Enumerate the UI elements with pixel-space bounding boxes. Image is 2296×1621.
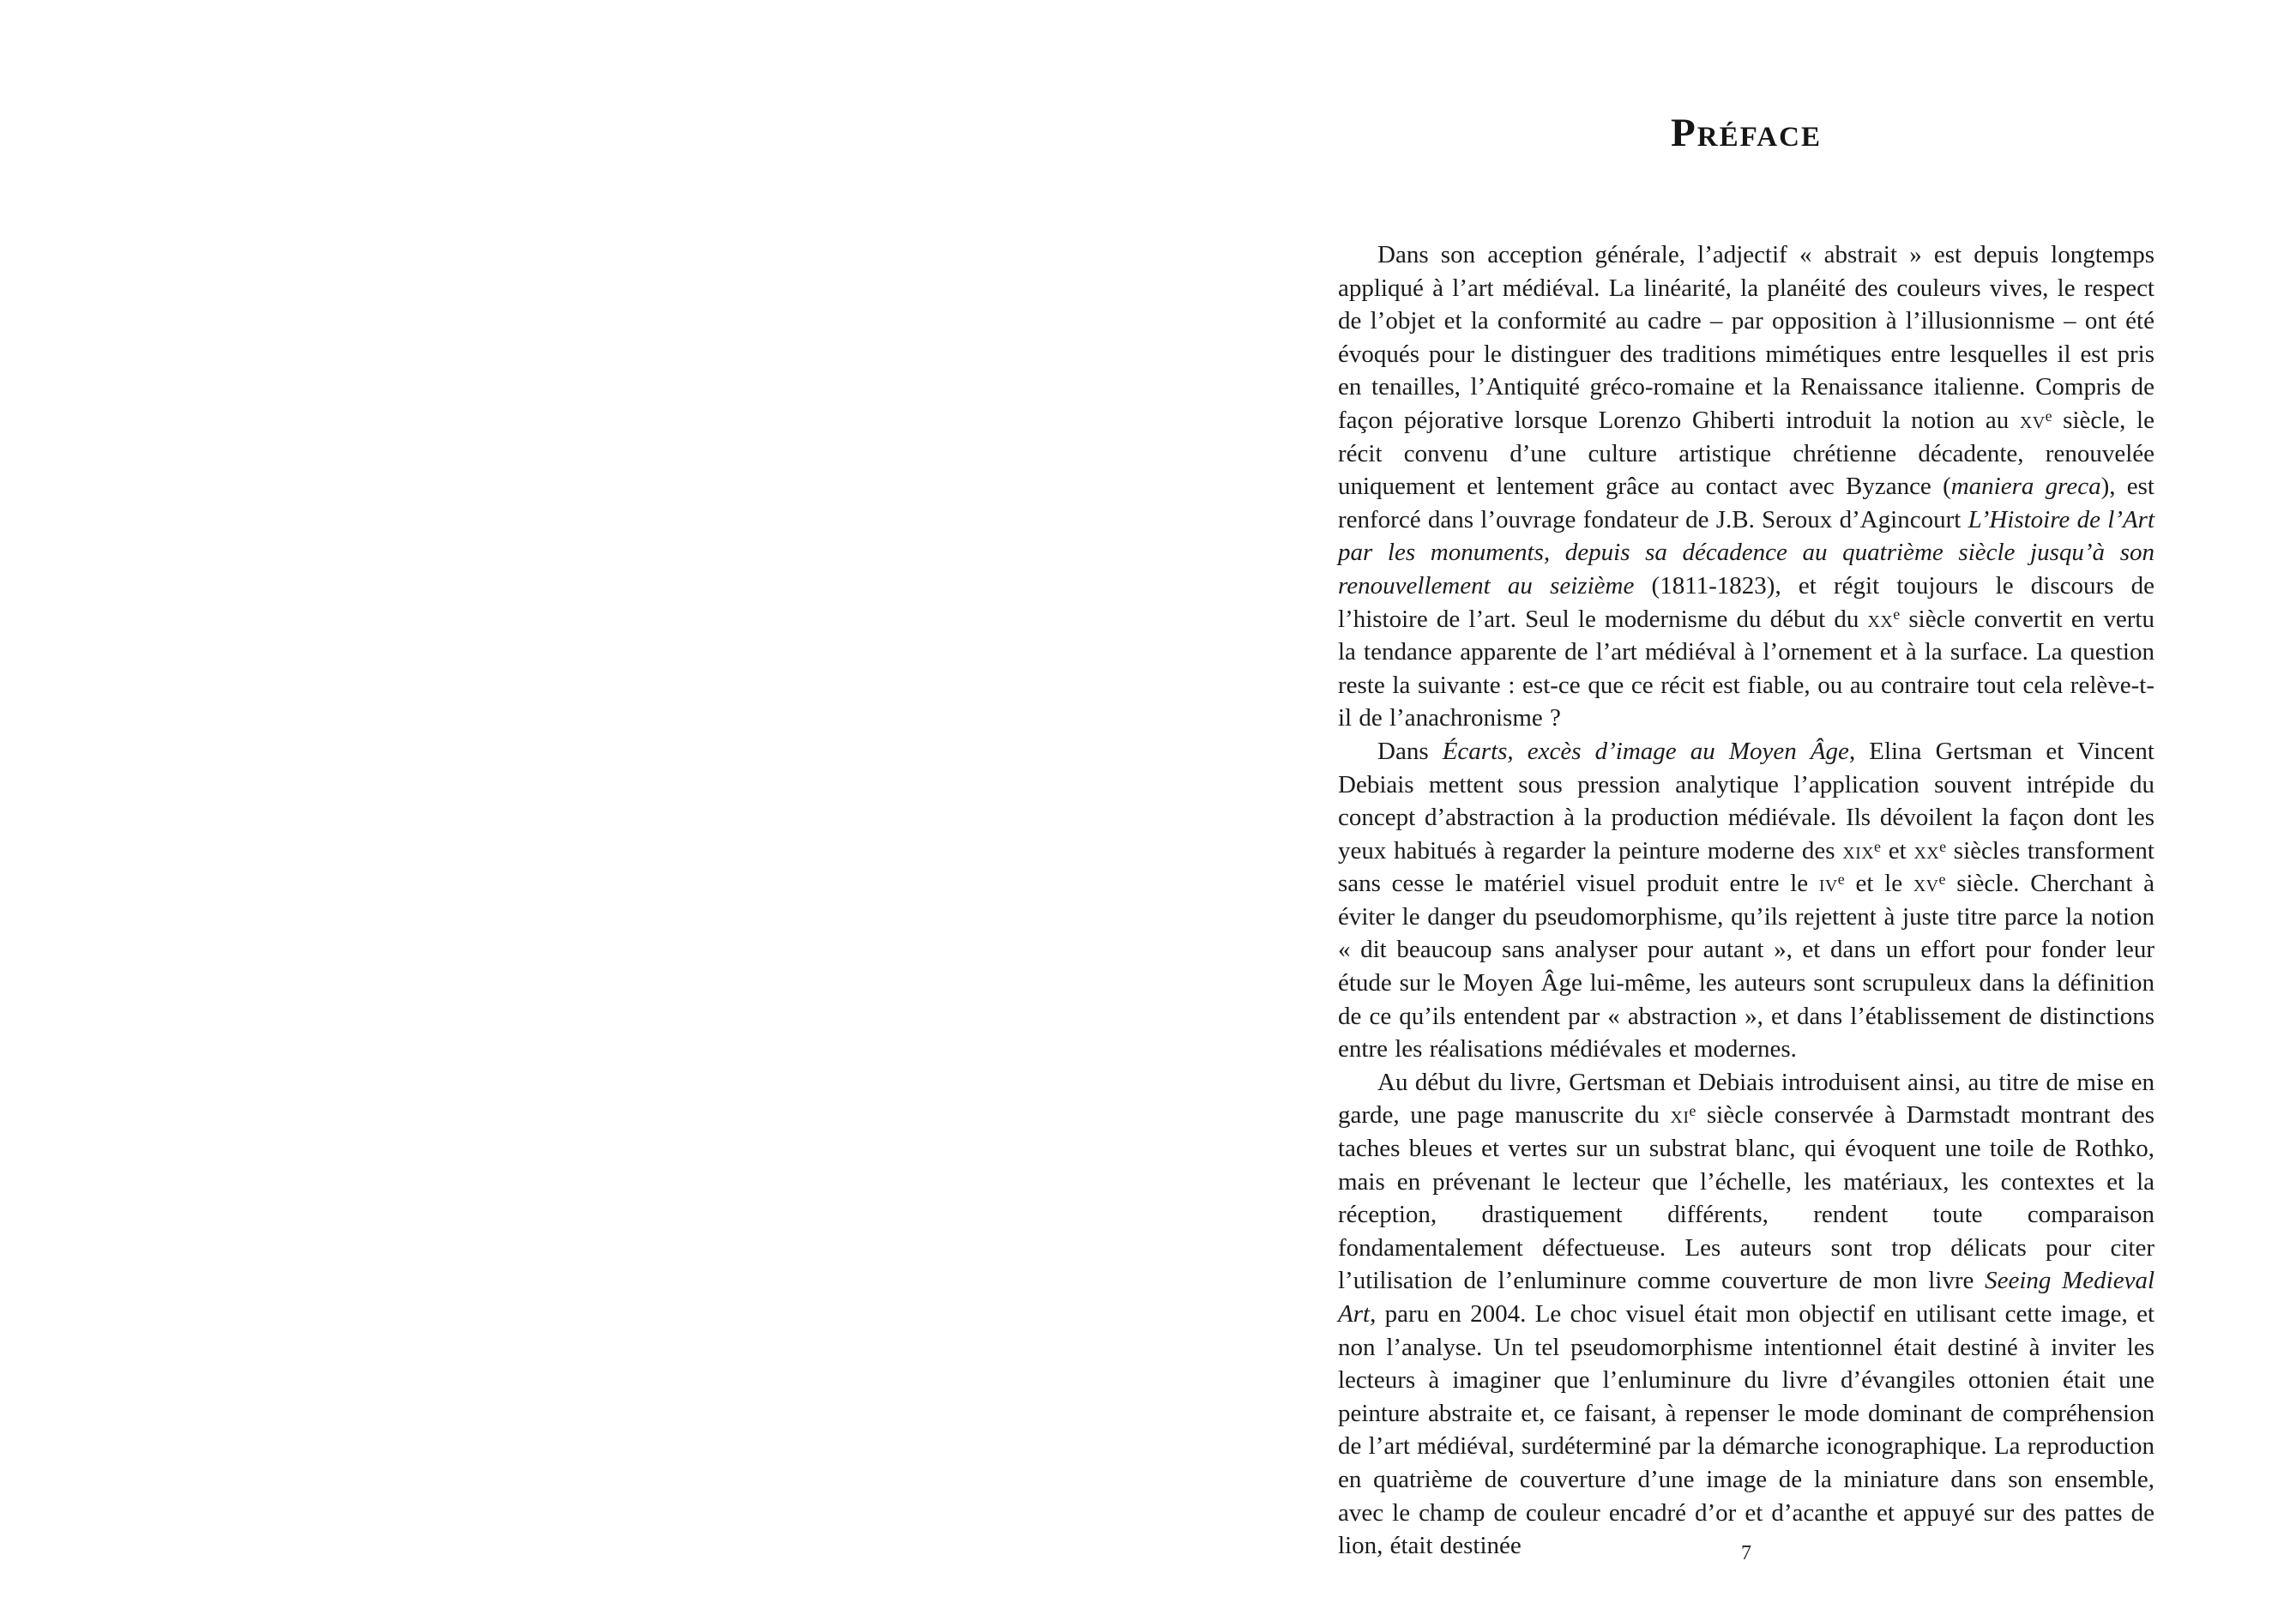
superscript-run: e xyxy=(1938,871,1946,889)
page-number: 7 xyxy=(1741,1542,1751,1564)
superscript-run: e xyxy=(1874,837,1882,855)
text-run: Dans son acception générale, l’adjectif « abstrait » est depuis longtemps appliqué à l’art médiéval. La linéarité, la planéité des couleurs vives, le respect de l’objet et la conformité au cadre – par opposition à l’illusionnisme – ont été évoqués pour le distinguer des traditions mimétiques entre lesquelles il est pris en tenailles, l’Antiquité gréco-romaine et la Renaissance italienne. Compris de façon péjorative lorsque Lorenzo Ghiberti introduit la notion au xyxy=(1338,241,2154,434)
text-run: siècle convertit en vertu la tendance apparente de l’art médiéval à l’ornement et à la surface. La question reste la suivante : est-ce que ce récit est fiable, ou au contraire tout cela relève-t-il de l’anachronisme ? xyxy=(1338,605,2154,732)
smallcaps-run: xx xyxy=(1913,836,1940,865)
text-run: et le xyxy=(1844,870,1913,898)
body-text xyxy=(1338,238,2154,1563)
text-run: siècle, le récit convenu d’une culture artistique chrétienne décadente, renouvelée uniquement et lentement grâce au contact avec Byzance ( xyxy=(1338,406,2154,501)
text-run: siècle. Cherchant à éviter le danger du pseudomorphisme, qu’ils rejettent à juste titre parce la notion « dit beaucoup sans analyser pour autant », et dans un effort pour fonder leur étude sur le Moyen Âge lui-même, les auteurs sont scrupuleux dans la définition de ce qu’ils entendent par « abstraction », et dans l’établissement de distinctions entre les réalisations médiévales et modernes. xyxy=(1338,870,2154,1064)
text-run: Dans xyxy=(1377,737,1443,765)
page-title: Préface xyxy=(1671,111,1822,155)
superscript-run: e xyxy=(1689,1102,1696,1120)
smallcaps-run: xv xyxy=(1913,870,1939,898)
italic-run: L’Histoire de l’Art par les monuments, depuis sa décadence au quatrième siècle jusqu’à son renouvellement au seizième xyxy=(1338,505,2154,600)
italic-run: Seeing Medieval Art xyxy=(1338,1267,2155,1328)
smallcaps-run: xi xyxy=(1670,1101,1690,1130)
text-run: siècles transforment sans cesse le matériel visuel produit entre le xyxy=(1338,836,2154,898)
text-run: , paru en 2004. Le choc visuel était mon objectif en utilisant cette image, et non l’analyse. Un tel pseudomorphisme intentionnel était destiné à inviter les lecteurs à imaginer que l’enluminure du livre d’évangiles ottonien était une peinture abstraite et, ce faisant, à repenser le mode dominant de compréhension de l’art médiéval, surdéterminé par la démarche iconographique. La reproduction en quatrième de couverture d’une image de la miniature dans son ensemble, avec le champ de couleur encadré d’or et d’acanthe et appuyé sur des pattes de lion, était destinée xyxy=(1338,1300,2154,1560)
italic-run: Écarts, excès d’image au Moyen Âge xyxy=(1442,737,1849,765)
text-run: ), est renforcé dans l’ouvrage fondateur de J.B. Seroux d’Agincourt xyxy=(1338,473,2154,533)
paragraph xyxy=(1338,735,2154,1066)
smallcaps-run: xx xyxy=(1867,605,1894,633)
text-column xyxy=(1338,110,2154,1563)
text-run: Au début du livre, Gertsman et Debiais introduisent ainsi, au titre de mise en garde, une page manuscrite du xyxy=(1338,1068,2154,1130)
smallcaps-run: xv xyxy=(2019,406,2046,434)
italic-run: maniera greca xyxy=(1950,473,2101,501)
smallcaps-run: xix xyxy=(1842,836,1875,865)
smallcaps-run: iv xyxy=(1818,870,1838,898)
text-run: siècle conservée à Darmstadt montrant des taches bleues et vertes sur un substrat blanc, qui évoquent une toile de Rothko, mais en prévenant le lecteur que l’échelle, les matériaux, les contextes et la réception, drastiquement différents, rendent toute comparaison fondamentalement défectueuse. Les auteurs sont trop délicats pour citer l’utilisation de l’enluminure comme couverture de mon livre xyxy=(1338,1101,2154,1295)
text-run: , Elina Gertsman et Vincent Debiais mettent sous pression analytique l’application souvent intrépide du concept d’abstraction à la production médiévale. Ils dévoilent la façon dont les yeux habitués à regarder la peinture moderne des xyxy=(1338,737,2154,865)
paragraph xyxy=(1338,238,2154,735)
superscript-run: e xyxy=(1893,606,1901,624)
paragraph xyxy=(1338,1066,2154,1563)
superscript-run: e xyxy=(1837,871,1845,889)
text-run: et xyxy=(1881,836,1914,865)
superscript-run: e xyxy=(1939,837,1947,855)
superscript-run: e xyxy=(2045,407,2052,425)
text-run: (1811-1823), et régit toujours le discours de l’histoire de l’art. Seul le modernisme du début du xyxy=(1338,571,2154,633)
